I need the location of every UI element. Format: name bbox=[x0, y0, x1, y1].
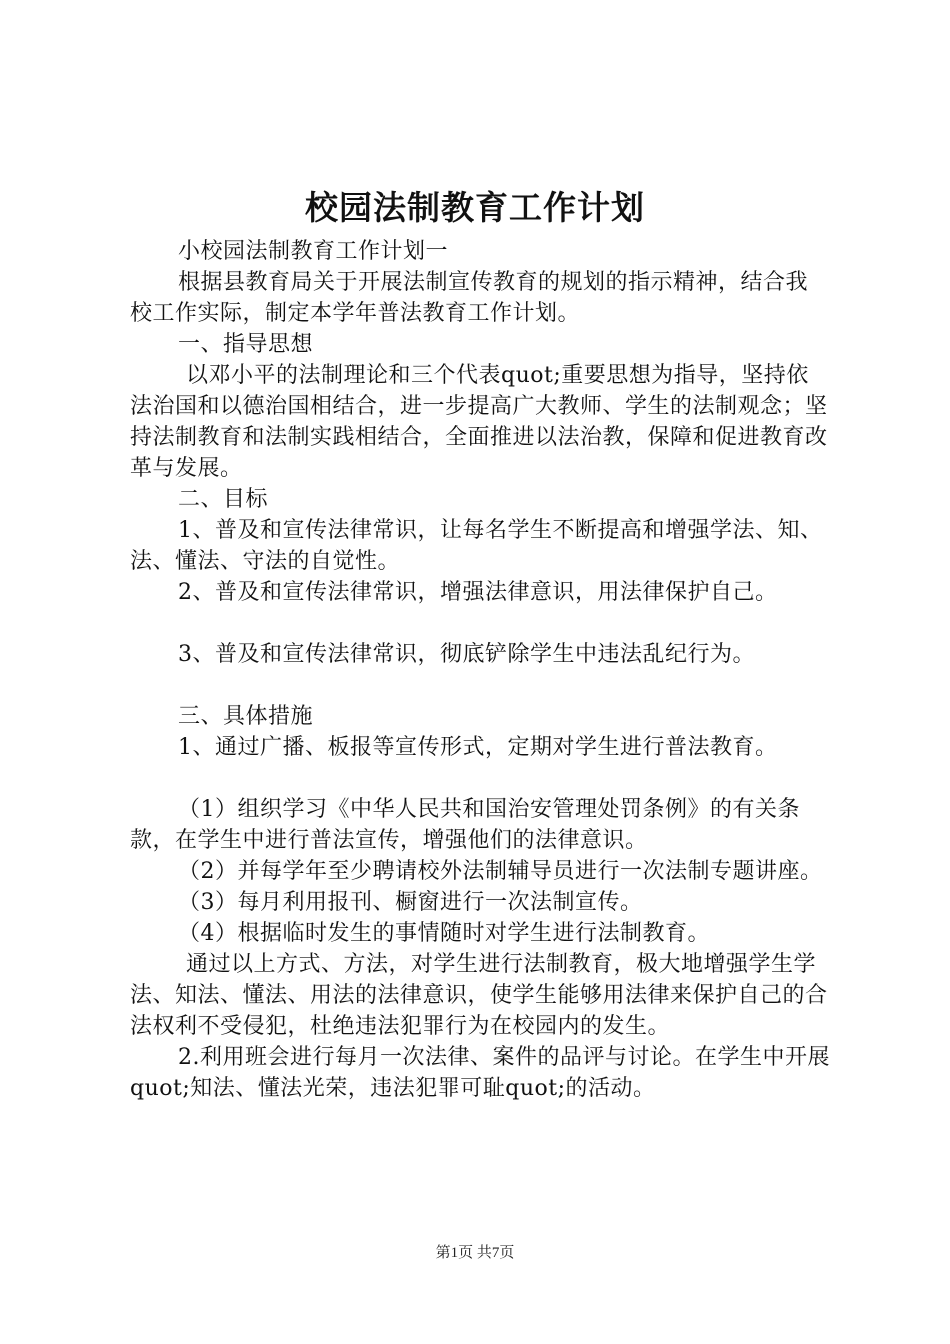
measures-summary-paragraph: 通过以上方式、方法，对学生进行法制教育，极大地增强学生学法、知法、懂法、用法的法律意识，使学生能够用法律来保护自己的合法权利不受侵犯，杜绝违法犯罪行为在校园内的发生。 bbox=[130, 952, 828, 1039]
goal-item-2: 2、普及和宣传法律常识，增强法律意识，用法律保护自己。 bbox=[178, 580, 778, 605]
goal-item-3: 3、普及和宣传法律常识，彻底铲除学生中违法乱纪行为。 bbox=[178, 642, 755, 667]
measure-item-2: 2.利用班会进行每月一次法律、案件的品评与讨论。在学生中开展quot;知法、懂法光荣，违法犯罪可耻quot;的活动。 bbox=[130, 1045, 830, 1101]
measure-subitem-3: （3）每月利用报刊、橱窗进行一次法制宣传。 bbox=[178, 890, 643, 915]
document-body bbox=[130, 236, 830, 1104]
intro-paragraph: 根据县教育局关于开展法制宣传教育的规划的指示精神，结合我校工作实际，制定本学年普法教育工作计划。 bbox=[130, 270, 809, 326]
section-heading-measures: 三、具体措施 bbox=[178, 704, 314, 729]
section-heading-guiding-thought: 一、指导思想 bbox=[178, 332, 314, 357]
guiding-thought-paragraph: 以邓小平的法制理论和三个代表quot;重要思想为指导，坚持依法治国和以德治国相结合，进一步提高广大教师、学生的法制观念；坚持法制教育和法制实践相结合，全面推进以法治教，保障和促进教育改革与发展。 bbox=[130, 363, 828, 481]
measure-subitem-1: （1）组织学习《中华人民共和国治安管理处罚条例》的有关条款，在学生中进行普法宣传，增强他们的法律意识。 bbox=[130, 797, 800, 853]
page-number-footer: 第1页 共7页 bbox=[435, 1245, 515, 1261]
measure-item-1: 1、通过广播、板报等宣传形式，定期对学生进行普法教育。 bbox=[178, 735, 778, 760]
measure-subitem-4: （4）根据临时发生的事情随时对学生进行法制教育。 bbox=[178, 921, 710, 946]
measure-subitem-2: （2）并每学年至少聘请校外法制辅导员进行一次法制专题讲座。 bbox=[178, 859, 823, 884]
section-heading-goals: 二、目标 bbox=[178, 487, 269, 512]
goal-item-1: 1、普及和宣传法律常识，让每名学生不断提高和增强学法、知、法、懂法、守法的自觉性。 bbox=[130, 518, 823, 574]
document-title: 校园法制教育工作计划 bbox=[305, 188, 645, 227]
subtitle-line: 小校园法制教育工作计划一 bbox=[178, 239, 449, 264]
